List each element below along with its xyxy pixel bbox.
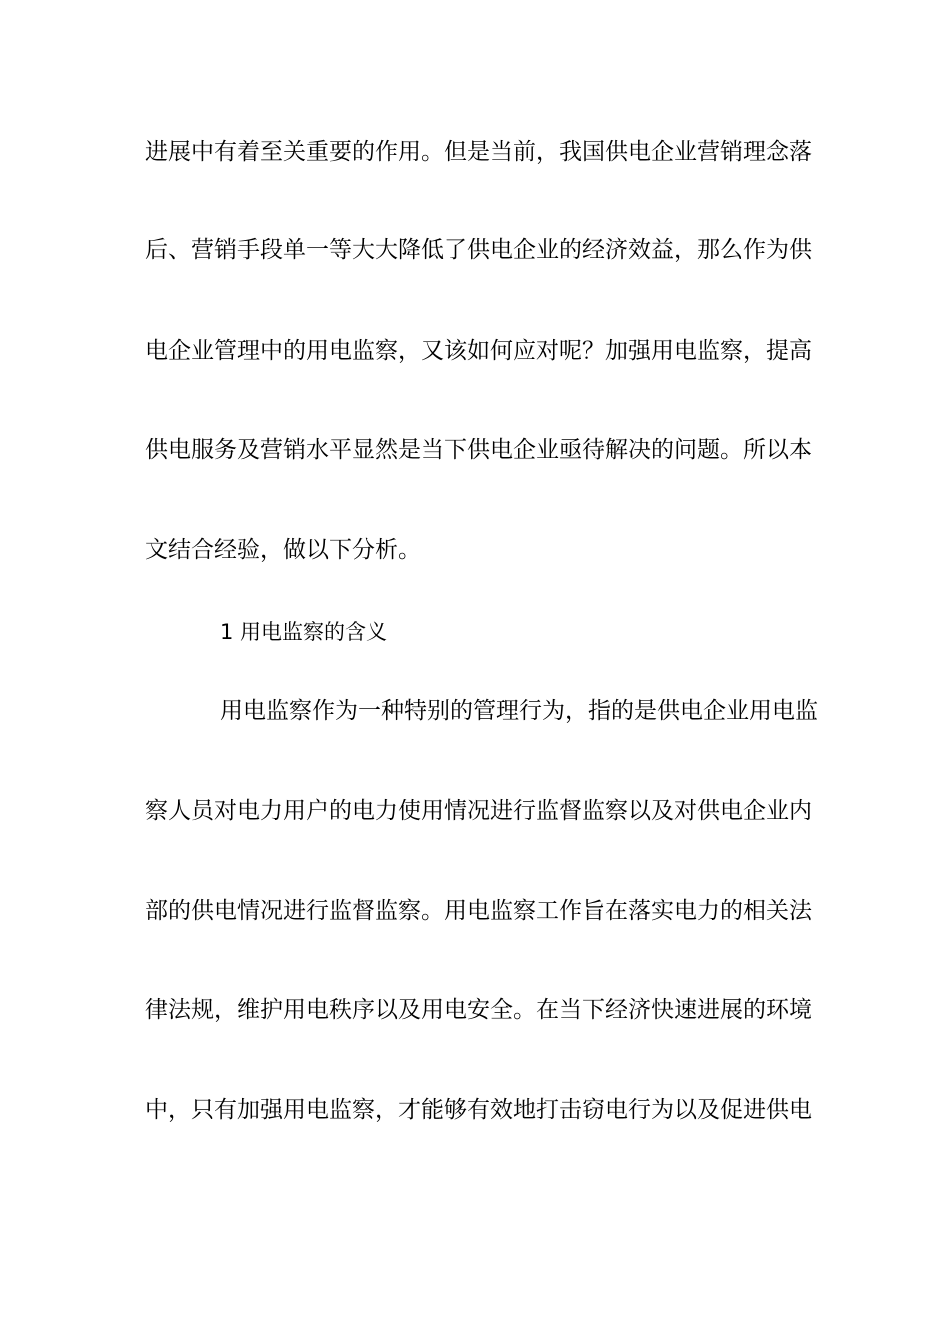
paragraph-1-line-4: 供电服务及营销水平显然是当下供电企业亟待解决的问题。所以本	[145, 437, 812, 463]
paragraph-1-line-1: 进展中有着至关重要的作用。但是当前，我国供电企业营销理念落	[145, 139, 812, 165]
paragraph-2-line-3: 部的供电情况进行监督监察。用电监察工作旨在落实电力的相关法	[145, 898, 812, 924]
paragraph-2-line-4: 律法规，维护用电秩序以及用电安全。在当下经济快速进展的环境	[145, 997, 812, 1023]
paragraph-2-line-1: 用电监察作为一种特别的管理行为，指的是供电企业用电监	[220, 698, 818, 724]
paragraph-1-line-5: 文结合经验，做以下分析。	[145, 537, 421, 563]
paragraph-1-line-3: 电企业管理中的用电监察，又该如何应对呢？加强用电监察，提高	[145, 338, 812, 364]
paragraph-2-line-5: 中，只有加强用电监察，才能够有效地打击窃电行为以及促进供电	[145, 1097, 812, 1123]
section-heading: 1 用电监察的含义	[220, 620, 388, 644]
paragraph-1-line-2: 后、营销手段单一等大大降低了供电企业的经济效益，那么作为供	[145, 237, 812, 263]
paragraph-2-line-2: 察人员对电力用户的电力使用情况进行监督监察以及对供电企业内	[145, 798, 812, 824]
